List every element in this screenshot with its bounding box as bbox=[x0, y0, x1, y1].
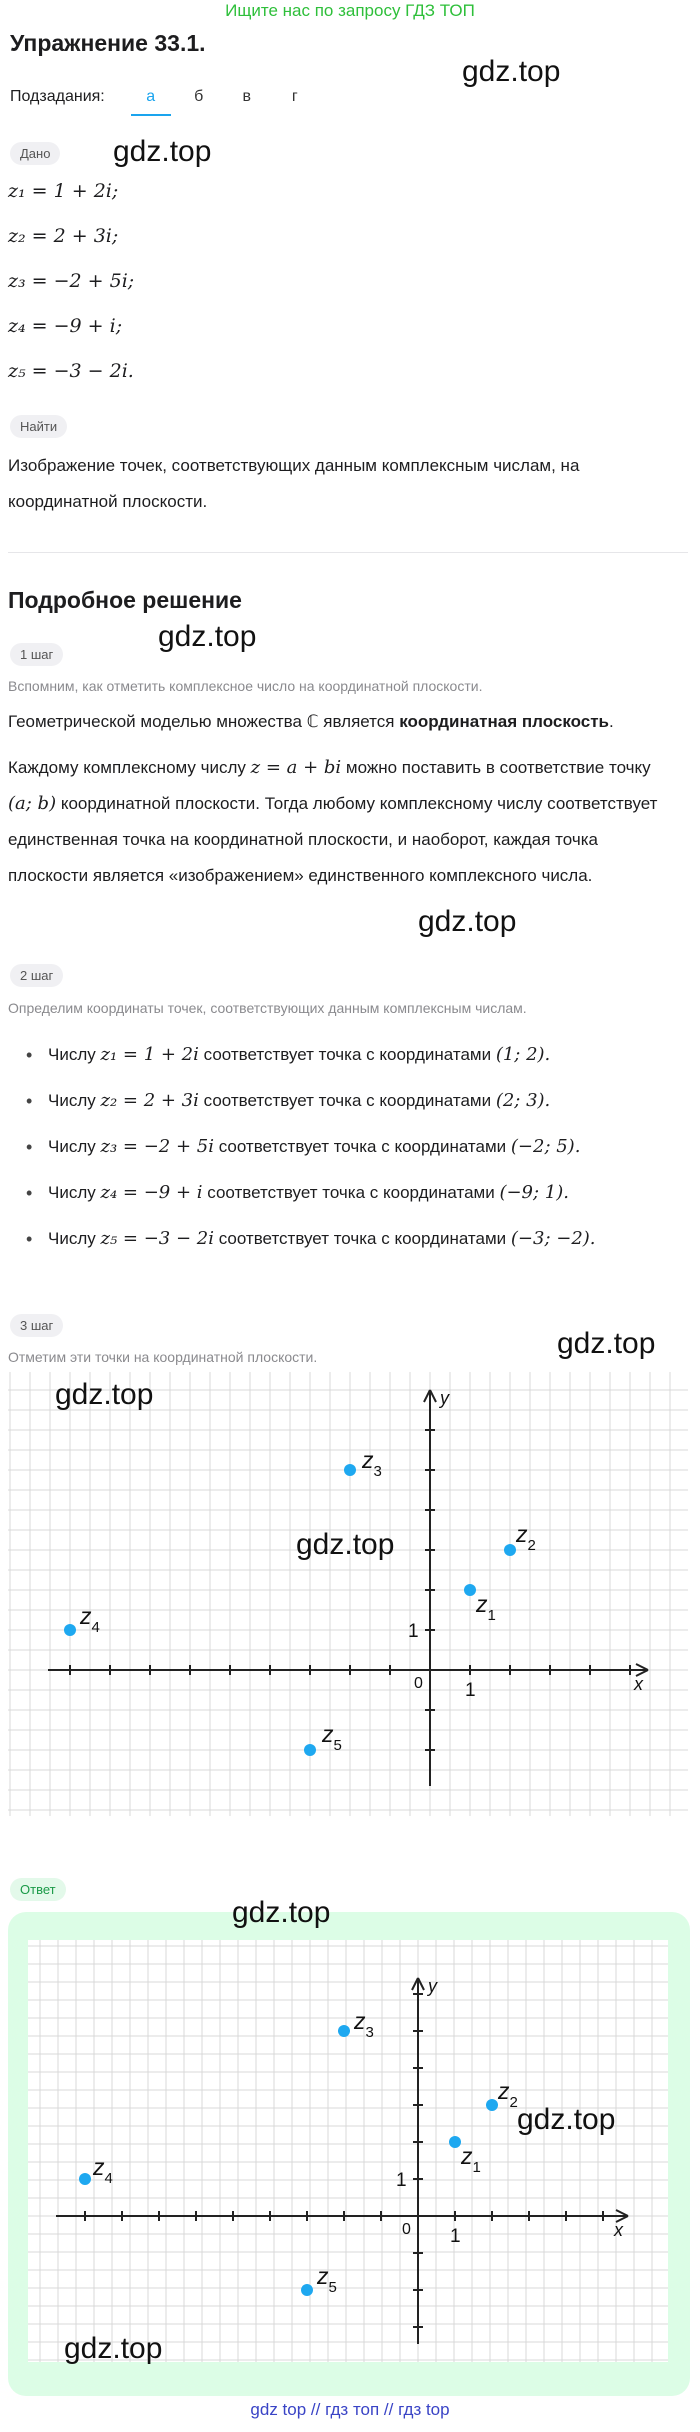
data-point bbox=[338, 2025, 350, 2037]
subtasks-label: Подзадания: bbox=[10, 88, 105, 105]
watermark: gdz.top bbox=[462, 55, 561, 88]
list-item-text: соответствует точка с координатами bbox=[198, 1091, 496, 1110]
watermark: gdz.top bbox=[418, 905, 517, 938]
step1-line1-end: . bbox=[609, 712, 614, 731]
data-point bbox=[504, 1544, 516, 1556]
formula: z₅ = −3 − 2i bbox=[100, 1228, 214, 1249]
find-badge: Найти bbox=[10, 415, 67, 438]
coordinates-list bbox=[8, 1035, 688, 1265]
origin-label: 0 bbox=[402, 2221, 411, 2238]
coordinate-plane-chart bbox=[8, 1372, 688, 1816]
formula: (2; 3). bbox=[495, 1090, 551, 1111]
point-label bbox=[316, 2263, 337, 2296]
data-point bbox=[304, 1744, 316, 1756]
step1-badge: 1 шаг bbox=[10, 643, 63, 666]
point-label-index: 3 bbox=[365, 2024, 374, 2041]
formula: (−9; 1). bbox=[499, 1182, 569, 1203]
step1-para-text: координатной плоскости. Тогда любому комплексному числу соответствует единственная точка на координатной плоскости, и наоборот, каждая точка плоскости является «изображением» единственного комплексного числа. bbox=[8, 794, 658, 885]
data-point bbox=[301, 2284, 313, 2296]
point-label-letter: z bbox=[317, 2263, 329, 2289]
point-label bbox=[475, 1591, 496, 1624]
list-item bbox=[8, 1219, 688, 1265]
point-label-index: 3 bbox=[373, 1463, 382, 1480]
list-item bbox=[8, 1081, 688, 1127]
step1-line1-bold: координатная плоскость bbox=[399, 712, 609, 731]
step3-badge: 3 шаг bbox=[10, 1314, 63, 1337]
watermark: gdz.top bbox=[64, 2332, 163, 2365]
step2-note: Определим координаты точек, соответствующих данным комплексным числам. bbox=[8, 1000, 527, 1016]
formula: z = a + bi bbox=[250, 757, 342, 778]
solution-title: Подробное решение bbox=[8, 587, 242, 613]
answer-coordinate-plane-chart bbox=[28, 1940, 668, 2362]
step1-line1 bbox=[8, 704, 668, 740]
watermark: gdz.top bbox=[232, 1896, 331, 1929]
data-point bbox=[486, 2099, 498, 2111]
watermark: gdz.top bbox=[517, 2103, 616, 2136]
point-label-index: 2 bbox=[527, 1537, 536, 1554]
formula: z₄ = −9 + i bbox=[100, 1182, 203, 1203]
point-label bbox=[460, 2143, 481, 2176]
point-label bbox=[361, 1447, 382, 1480]
formula: (−3; −2). bbox=[510, 1228, 596, 1249]
subtask-tabs bbox=[10, 83, 319, 111]
formula: (−2; 5). bbox=[510, 1136, 581, 1157]
data-point bbox=[344, 1464, 356, 1476]
x-axis-label: x bbox=[634, 1674, 643, 1694]
point-label-letter: z bbox=[516, 1521, 528, 1547]
point-label-letter: z bbox=[322, 1721, 334, 1747]
x-unit-label: 1 bbox=[450, 2226, 461, 2247]
given-item: z₄ = −9 + i; bbox=[8, 315, 123, 337]
tab-v[interactable]: в bbox=[242, 88, 251, 105]
formula: z₂ = 2 + 3i bbox=[100, 1090, 199, 1111]
point-label-letter: z bbox=[80, 1603, 92, 1629]
formula: z₃ = −2 + 5i bbox=[100, 1136, 214, 1157]
search-banner[interactable]: Ищите нас по запросу ГДЗ ТОП bbox=[225, 1, 475, 20]
formula: z₁ = 1 + 2i bbox=[100, 1044, 199, 1065]
point-label-letter: z bbox=[461, 2143, 473, 2169]
point-label bbox=[515, 1521, 536, 1554]
data-point bbox=[79, 2173, 91, 2185]
point-label-index: 5 bbox=[328, 2279, 337, 2296]
list-item bbox=[8, 1127, 688, 1173]
answer-badge: Ответ bbox=[10, 1878, 66, 1901]
list-item-text: соответствует точка с координатами bbox=[202, 1183, 500, 1202]
list-item-text: соответствует точка с координатами bbox=[213, 1229, 511, 1248]
list-item bbox=[8, 1035, 688, 1081]
x-unit-label: 1 bbox=[465, 1680, 476, 1701]
watermark: gdz.top bbox=[158, 620, 257, 653]
list-item-text: соответствует точка с координатами bbox=[213, 1137, 511, 1156]
y-unit-label: 1 bbox=[396, 2170, 407, 2191]
given-item: z₃ = −2 + 5i; bbox=[8, 270, 135, 292]
step1-para-text: можно поставить в соответствие точку bbox=[341, 758, 651, 777]
given-item: z₂ = 2 + 3i; bbox=[8, 225, 119, 247]
grid bbox=[8, 1372, 688, 1816]
list-item bbox=[8, 1173, 688, 1219]
list-item-text: Числу bbox=[48, 1229, 101, 1248]
point-label bbox=[92, 2154, 113, 2187]
point-label bbox=[79, 1603, 100, 1636]
step1-paragraph bbox=[8, 750, 668, 894]
tab-b[interactable]: б bbox=[194, 88, 204, 105]
x-axis-label: x bbox=[614, 2220, 623, 2240]
tab-g[interactable]: г bbox=[291, 88, 298, 105]
step1-line1-text: Геометрической моделью множества ℂ является bbox=[8, 712, 400, 731]
formula: (a; b) bbox=[8, 793, 57, 814]
formula: (1; 2). bbox=[495, 1044, 551, 1065]
step2-badge: 2 шаг bbox=[10, 964, 63, 987]
list-item-text: Числу bbox=[48, 1183, 101, 1202]
watermark: gdz.top bbox=[55, 1378, 154, 1411]
y-axis-label: y bbox=[440, 1388, 449, 1408]
list-item-text: Числу bbox=[48, 1045, 101, 1064]
point-label-index: 4 bbox=[91, 1619, 100, 1636]
point-label-letter: z bbox=[498, 2078, 510, 2104]
point-label-index: 2 bbox=[509, 2094, 518, 2111]
point-label bbox=[321, 1721, 342, 1754]
given-item: z₅ = −3 − 2i. bbox=[8, 360, 134, 382]
point-label-index: 5 bbox=[333, 1737, 342, 1754]
point-label bbox=[497, 2078, 518, 2111]
footer-links[interactable]: gdz top // гдз топ // гдз top bbox=[250, 2400, 450, 2419]
point-label-letter: z bbox=[362, 1447, 374, 1473]
point-label-letter: z bbox=[354, 2008, 366, 2034]
grid bbox=[28, 1940, 668, 2362]
step1-para-text: Каждому комплексному числу bbox=[8, 758, 251, 777]
point-label-index: 1 bbox=[472, 2159, 481, 2176]
data-point bbox=[449, 2136, 461, 2148]
watermark: gdz.top bbox=[113, 135, 212, 168]
point-label-index: 4 bbox=[104, 2170, 113, 2187]
y-axis-label: y bbox=[428, 1976, 437, 1996]
tab-a[interactable]: а bbox=[127, 88, 175, 116]
watermark: gdz.top bbox=[557, 1327, 656, 1360]
point-label-letter: z bbox=[93, 2154, 105, 2180]
given-item: z₁ = 1 + 2i; bbox=[8, 180, 119, 202]
list-item-text: соответствует точка с координатами bbox=[198, 1045, 496, 1064]
point-label-index: 1 bbox=[487, 1607, 496, 1624]
step3-note: Отметим эти точки на координатной плоскости. bbox=[8, 1349, 318, 1365]
page-title: Упражнение 33.1. bbox=[10, 30, 206, 56]
data-point bbox=[464, 1584, 476, 1596]
divider bbox=[8, 552, 688, 553]
find-text: Изображение точек, соответствующих данным комплексным числам, на координатной плоскости. bbox=[8, 456, 580, 511]
list-item-text: Числу bbox=[48, 1091, 101, 1110]
origin-label: 0 bbox=[414, 1675, 423, 1692]
point-label-letter: z bbox=[476, 1591, 488, 1617]
y-unit-label: 1 bbox=[408, 1621, 419, 1642]
given-badge: Дано bbox=[10, 142, 60, 165]
list-item-text: Числу bbox=[48, 1137, 101, 1156]
data-point bbox=[64, 1624, 76, 1636]
watermark: gdz.top bbox=[296, 1528, 395, 1561]
step1-note: Вспомним, как отметить комплексное число на координатной плоскости. bbox=[8, 678, 483, 694]
